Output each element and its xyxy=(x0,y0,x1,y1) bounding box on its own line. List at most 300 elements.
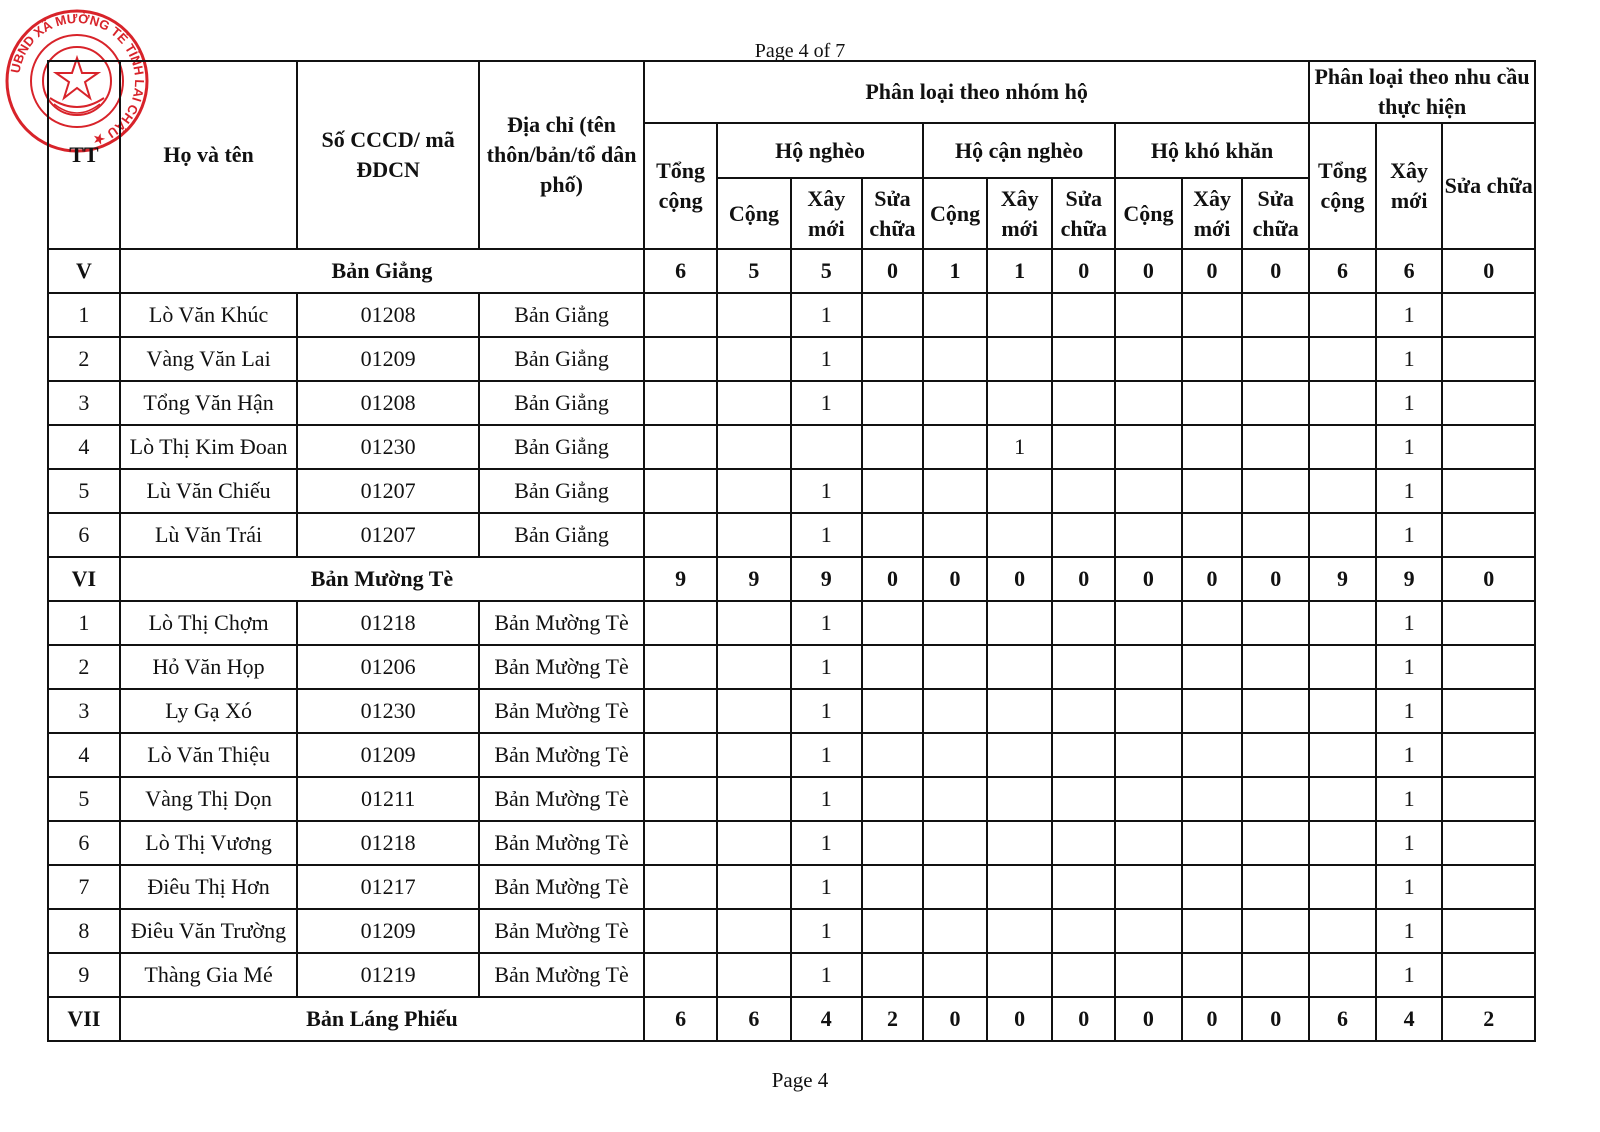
cell-address: Bản Mường Tè xyxy=(479,645,644,689)
cell-value xyxy=(1182,337,1243,381)
cell-value xyxy=(1052,425,1115,469)
cell-value xyxy=(1309,865,1376,909)
cell-value xyxy=(1309,645,1376,689)
cell-address: Bản Giẳng xyxy=(479,513,644,557)
cell-value xyxy=(1052,733,1115,777)
cell-value xyxy=(1182,777,1243,821)
cell-value xyxy=(1115,689,1182,733)
cell-value xyxy=(1442,909,1535,953)
cell-address: Bản Giẳng xyxy=(479,425,644,469)
cell-value xyxy=(923,865,987,909)
cell-id: 01208 xyxy=(297,293,479,337)
cell-value xyxy=(717,425,791,469)
cell-value: 1 xyxy=(1376,337,1443,381)
table-row xyxy=(48,381,1535,425)
cell-id: 01230 xyxy=(297,425,479,469)
cell-value xyxy=(1309,953,1376,997)
cell-value xyxy=(987,469,1053,513)
cell-value xyxy=(1309,337,1376,381)
cell-id: 01207 xyxy=(297,513,479,557)
cell-value: 6 xyxy=(1376,249,1443,293)
cell-id: 01207 xyxy=(297,469,479,513)
cell-value: 6 xyxy=(717,997,791,1041)
cell-address: Bản Giẳng xyxy=(479,293,644,337)
cell-value xyxy=(1115,513,1182,557)
cell-value: 0 xyxy=(923,997,987,1041)
cell-group-name: Bản Mường Tè xyxy=(120,557,644,601)
cell-value: 0 xyxy=(1442,249,1535,293)
cell-value xyxy=(987,601,1053,645)
cell-value xyxy=(1115,645,1182,689)
cell-id: 01209 xyxy=(297,733,479,777)
cell-value xyxy=(1115,601,1182,645)
cell-value: 0 xyxy=(1115,997,1182,1041)
cell-value: 0 xyxy=(1182,249,1243,293)
cell-address: Bản Mường Tè xyxy=(479,821,644,865)
cell-value: 0 xyxy=(1242,557,1309,601)
cell-value xyxy=(1115,425,1182,469)
cell-value xyxy=(1242,909,1309,953)
cell-value xyxy=(1309,821,1376,865)
cell-address: Bản Giẳng xyxy=(479,337,644,381)
cell-name: Điêu Thị Hơn xyxy=(120,865,298,909)
cell-value: 6 xyxy=(644,997,717,1041)
cell-value: 1 xyxy=(1376,469,1443,513)
cell-id: 01208 xyxy=(297,381,479,425)
cell-value: 1 xyxy=(791,469,862,513)
cell-value xyxy=(644,293,717,337)
cell-value xyxy=(987,909,1053,953)
cell-value xyxy=(1309,381,1376,425)
cell-id: 01230 xyxy=(297,689,479,733)
cell-value xyxy=(1115,293,1182,337)
cell-address: Bản Mường Tè xyxy=(479,733,644,777)
table-row xyxy=(48,293,1535,337)
header-need-repair: Sửa chữa xyxy=(1442,123,1535,249)
cell-value: 1 xyxy=(791,733,862,777)
cell-value xyxy=(1115,733,1182,777)
cell-value xyxy=(923,601,987,645)
svg-text:UBND XÃ MƯỜNG TÈ TỈNH LAI CHÂU: UBND XÃ MƯỜNG TÈ TỈNH LAI CHÂU ★ xyxy=(7,10,148,149)
cell-value xyxy=(644,381,717,425)
cell-value xyxy=(923,293,987,337)
cell-value xyxy=(987,689,1053,733)
cell-value: 1 xyxy=(791,777,862,821)
cell-value xyxy=(1052,865,1115,909)
cell-value xyxy=(1052,469,1115,513)
cell-value xyxy=(1442,293,1535,337)
cell-value xyxy=(923,645,987,689)
cell-value xyxy=(1115,821,1182,865)
cell-value: 6 xyxy=(1309,249,1376,293)
cell-value xyxy=(1242,513,1309,557)
header-difficult: Hộ khó khăn xyxy=(1115,123,1309,178)
cell-value xyxy=(1242,645,1309,689)
cell-value: 2 xyxy=(862,997,924,1041)
cell-value xyxy=(1242,469,1309,513)
cell-value: 0 xyxy=(1242,997,1309,1041)
cell-value xyxy=(717,469,791,513)
cell-value xyxy=(862,469,924,513)
cell-id: 01206 xyxy=(297,645,479,689)
cell-value xyxy=(1442,425,1535,469)
cell-name: Vàng Văn Lai xyxy=(120,337,298,381)
header-tt: TT xyxy=(48,61,120,249)
cell-value xyxy=(1442,865,1535,909)
cell-tt: 8 xyxy=(48,909,120,953)
cell-value xyxy=(923,425,987,469)
table-row xyxy=(48,513,1535,557)
cell-address: Bản Giẳng xyxy=(479,469,644,513)
cell-value xyxy=(1052,645,1115,689)
cell-value: 9 xyxy=(644,557,717,601)
cell-value xyxy=(717,645,791,689)
cell-value: 1 xyxy=(1376,689,1443,733)
cell-value xyxy=(717,337,791,381)
cell-value: 0 xyxy=(1052,557,1115,601)
cell-value xyxy=(644,601,717,645)
cell-tt: V xyxy=(48,249,120,293)
cell-value xyxy=(791,425,862,469)
cell-value xyxy=(1115,953,1182,997)
cell-value: 0 xyxy=(862,557,924,601)
cell-value xyxy=(717,689,791,733)
cell-value xyxy=(1442,733,1535,777)
cell-value xyxy=(1182,865,1243,909)
cell-value xyxy=(987,513,1053,557)
cell-value: 5 xyxy=(717,249,791,293)
cell-name: Điêu Văn Trường xyxy=(120,909,298,953)
cell-value xyxy=(644,865,717,909)
cell-value xyxy=(1115,777,1182,821)
cell-value: 4 xyxy=(791,997,862,1041)
cell-value: 0 xyxy=(1115,249,1182,293)
cell-value xyxy=(1309,513,1376,557)
table-body xyxy=(48,249,1535,1041)
cell-value xyxy=(923,469,987,513)
cell-value xyxy=(987,293,1053,337)
cell-value xyxy=(644,513,717,557)
cell-value xyxy=(923,733,987,777)
cell-value xyxy=(862,337,924,381)
header-total: Tổng cộng xyxy=(644,123,717,249)
cell-value: 6 xyxy=(1309,997,1376,1041)
cell-value xyxy=(987,337,1053,381)
group-row xyxy=(48,997,1535,1041)
cell-value xyxy=(1442,645,1535,689)
cell-value xyxy=(862,513,924,557)
cell-value xyxy=(1182,381,1243,425)
household-classification-table xyxy=(47,60,1536,1042)
cell-value xyxy=(1442,689,1535,733)
cell-value: 1 xyxy=(791,821,862,865)
table-row xyxy=(48,821,1535,865)
cell-group-name: Bản Giẳng xyxy=(120,249,644,293)
header-difficult-new-build: Xây mới xyxy=(1182,178,1243,249)
cell-value: 1 xyxy=(791,601,862,645)
header-near-poor: Hộ cận nghèo xyxy=(923,123,1115,178)
cell-name: Lò Thị Kim Đoan xyxy=(120,425,298,469)
table-row xyxy=(48,689,1535,733)
cell-value xyxy=(644,469,717,513)
cell-value: 1 xyxy=(791,337,862,381)
table-row xyxy=(48,645,1535,689)
cell-value: 1 xyxy=(791,293,862,337)
cell-value xyxy=(1052,777,1115,821)
cell-value xyxy=(987,645,1053,689)
cell-value: 0 xyxy=(987,557,1053,601)
cell-value: 1 xyxy=(791,645,862,689)
cell-address: Bản Giẳng xyxy=(479,381,644,425)
cell-value: 5 xyxy=(791,249,862,293)
cell-value xyxy=(1242,821,1309,865)
cell-value: 6 xyxy=(644,249,717,293)
cell-value: 9 xyxy=(1376,557,1443,601)
cell-tt: 1 xyxy=(48,601,120,645)
cell-value xyxy=(1182,733,1243,777)
cell-tt: 4 xyxy=(48,425,120,469)
table-row xyxy=(48,777,1535,821)
cell-value xyxy=(1052,601,1115,645)
cell-name: Hỏ Văn Họp xyxy=(120,645,298,689)
cell-name: Lò Văn Thiệu xyxy=(120,733,298,777)
cell-name: Ly Gạ Xó xyxy=(120,689,298,733)
cell-id: 01209 xyxy=(297,337,479,381)
cell-value: 1 xyxy=(791,381,862,425)
cell-value xyxy=(644,425,717,469)
header-need-total: Tổng cộng xyxy=(1309,123,1376,249)
cell-value: 1 xyxy=(1376,381,1443,425)
header-near-poor-repair: Sửa chữa xyxy=(1052,178,1115,249)
cell-value: 1 xyxy=(1376,513,1443,557)
cell-value: 1 xyxy=(923,249,987,293)
cell-address: Bản Mường Tè xyxy=(479,953,644,997)
cell-value xyxy=(717,865,791,909)
cell-value xyxy=(1182,689,1243,733)
cell-value xyxy=(923,953,987,997)
cell-value: 1 xyxy=(1376,425,1443,469)
cell-value: 4 xyxy=(1376,997,1443,1041)
cell-tt: VII xyxy=(48,997,120,1041)
cell-value xyxy=(644,689,717,733)
cell-value: 1 xyxy=(791,513,862,557)
cell-name: Tổng Văn Hận xyxy=(120,381,298,425)
cell-id: 01211 xyxy=(297,777,479,821)
cell-value xyxy=(1309,689,1376,733)
cell-value xyxy=(923,777,987,821)
table-row xyxy=(48,953,1535,997)
cell-value xyxy=(1052,337,1115,381)
cell-value xyxy=(717,777,791,821)
cell-address: Bản Mường Tè xyxy=(479,601,644,645)
cell-value: 9 xyxy=(717,557,791,601)
cell-value xyxy=(862,777,924,821)
cell-value xyxy=(1052,909,1115,953)
cell-value xyxy=(987,381,1053,425)
cell-name: Lù Văn Chiếu xyxy=(120,469,298,513)
cell-value: 1 xyxy=(1376,645,1443,689)
cell-id: 01219 xyxy=(297,953,479,997)
cell-value xyxy=(1182,821,1243,865)
cell-value xyxy=(923,337,987,381)
cell-id: 01218 xyxy=(297,821,479,865)
cell-value xyxy=(862,821,924,865)
cell-name: Lò Thị Chợm xyxy=(120,601,298,645)
cell-value xyxy=(1115,865,1182,909)
table-row xyxy=(48,469,1535,513)
cell-value: 1 xyxy=(1376,777,1443,821)
cell-value xyxy=(987,821,1053,865)
cell-tt: 1 xyxy=(48,293,120,337)
cell-address: Bản Mường Tè xyxy=(479,909,644,953)
cell-value: 1 xyxy=(1376,909,1443,953)
cell-value: 0 xyxy=(1115,557,1182,601)
cell-tt: 5 xyxy=(48,469,120,513)
cell-value xyxy=(1442,337,1535,381)
cell-value xyxy=(1309,777,1376,821)
cell-value xyxy=(644,645,717,689)
cell-value: 1 xyxy=(987,249,1053,293)
cell-value: 9 xyxy=(1309,557,1376,601)
cell-address: Bản Mường Tè xyxy=(479,777,644,821)
cell-value xyxy=(1052,689,1115,733)
cell-value xyxy=(1052,293,1115,337)
cell-value xyxy=(1052,953,1115,997)
cell-name: Lù Văn Trái xyxy=(120,513,298,557)
cell-address: Bản Mường Tè xyxy=(479,865,644,909)
header-poor: Hộ nghèo xyxy=(717,123,923,178)
cell-group-name: Bản Láng Phiếu xyxy=(120,997,644,1041)
cell-tt: 3 xyxy=(48,689,120,733)
cell-value xyxy=(862,645,924,689)
cell-value xyxy=(1182,601,1243,645)
cell-value xyxy=(644,337,717,381)
cell-id: 01218 xyxy=(297,601,479,645)
cell-value xyxy=(987,733,1053,777)
cell-value xyxy=(987,865,1053,909)
cell-id: 01209 xyxy=(297,909,479,953)
cell-name: Vàng Thị Dọn xyxy=(120,777,298,821)
cell-value xyxy=(1309,733,1376,777)
cell-value xyxy=(1309,601,1376,645)
table-row xyxy=(48,733,1535,777)
cell-value xyxy=(717,513,791,557)
cell-value: 0 xyxy=(1182,997,1243,1041)
header-name: Họ và tên xyxy=(120,61,298,249)
cell-value: 1 xyxy=(791,953,862,997)
cell-value xyxy=(1242,425,1309,469)
cell-tt: VI xyxy=(48,557,120,601)
page-indicator-bottom: Page 4 xyxy=(771,1068,829,1092)
cell-tt: 6 xyxy=(48,821,120,865)
cell-value xyxy=(1442,513,1535,557)
cell-value xyxy=(644,821,717,865)
cell-value xyxy=(1442,469,1535,513)
cell-value xyxy=(717,909,791,953)
cell-value xyxy=(1442,601,1535,645)
cell-value: 0 xyxy=(1442,557,1535,601)
cell-value xyxy=(923,689,987,733)
cell-value xyxy=(1242,337,1309,381)
cell-value xyxy=(717,293,791,337)
cell-value xyxy=(1242,381,1309,425)
cell-value: 1 xyxy=(987,425,1053,469)
cell-name: Thàng Gia Mé xyxy=(120,953,298,997)
cell-value: 1 xyxy=(791,689,862,733)
cell-value xyxy=(1182,293,1243,337)
cell-value xyxy=(923,513,987,557)
cell-tt: 4 xyxy=(48,733,120,777)
cell-value: 0 xyxy=(987,997,1053,1041)
table-row xyxy=(48,337,1535,381)
cell-tt: 2 xyxy=(48,337,120,381)
header-id: Số CCCD/ mã ĐDCN xyxy=(297,61,479,249)
header-need-classification: Phân loại theo nhu cầu thực hiện xyxy=(1309,61,1535,123)
cell-value: 1 xyxy=(791,865,862,909)
cell-value: 0 xyxy=(1242,249,1309,293)
cell-value xyxy=(1309,909,1376,953)
cell-tt: 9 xyxy=(48,953,120,997)
cell-value xyxy=(1242,601,1309,645)
cell-address: Bản Mường Tè xyxy=(479,689,644,733)
cell-value: 0 xyxy=(1052,249,1115,293)
cell-value xyxy=(862,601,924,645)
cell-value xyxy=(1442,777,1535,821)
cell-value xyxy=(1115,337,1182,381)
cell-tt: 2 xyxy=(48,645,120,689)
header-group-classification: Phân loại theo nhóm hộ xyxy=(644,61,1309,123)
header-poor-new-build: Xây mới xyxy=(791,178,862,249)
cell-value: 0 xyxy=(1052,997,1115,1041)
header-difficult-sum: Cộng xyxy=(1115,178,1182,249)
cell-value xyxy=(1115,469,1182,513)
cell-value xyxy=(862,425,924,469)
cell-value xyxy=(1242,953,1309,997)
table-row xyxy=(48,865,1535,909)
header-near-poor-new-build: Xây mới xyxy=(987,178,1053,249)
header-difficult-repair: Sửa chữa xyxy=(1242,178,1309,249)
cell-value xyxy=(717,733,791,777)
cell-value: 9 xyxy=(791,557,862,601)
cell-value xyxy=(1182,645,1243,689)
cell-value xyxy=(717,381,791,425)
cell-value xyxy=(1442,381,1535,425)
cell-tt: 7 xyxy=(48,865,120,909)
cell-value xyxy=(1309,425,1376,469)
cell-name: Lò Văn Khúc xyxy=(120,293,298,337)
cell-value xyxy=(1182,469,1243,513)
cell-value xyxy=(1052,513,1115,557)
cell-value xyxy=(1309,469,1376,513)
cell-value xyxy=(717,601,791,645)
header-near-poor-sum: Cộng xyxy=(923,178,987,249)
cell-tt: 3 xyxy=(48,381,120,425)
table-row xyxy=(48,601,1535,645)
cell-value xyxy=(644,733,717,777)
header-poor-sum: Cộng xyxy=(717,178,791,249)
cell-value: 1 xyxy=(1376,601,1443,645)
cell-value xyxy=(923,909,987,953)
cell-value xyxy=(1115,381,1182,425)
cell-value xyxy=(862,381,924,425)
cell-value xyxy=(1242,865,1309,909)
cell-id: 01217 xyxy=(297,865,479,909)
cell-value: 1 xyxy=(1376,953,1443,997)
table-row xyxy=(48,909,1535,953)
cell-value xyxy=(717,821,791,865)
cell-value xyxy=(1309,293,1376,337)
cell-value xyxy=(644,777,717,821)
